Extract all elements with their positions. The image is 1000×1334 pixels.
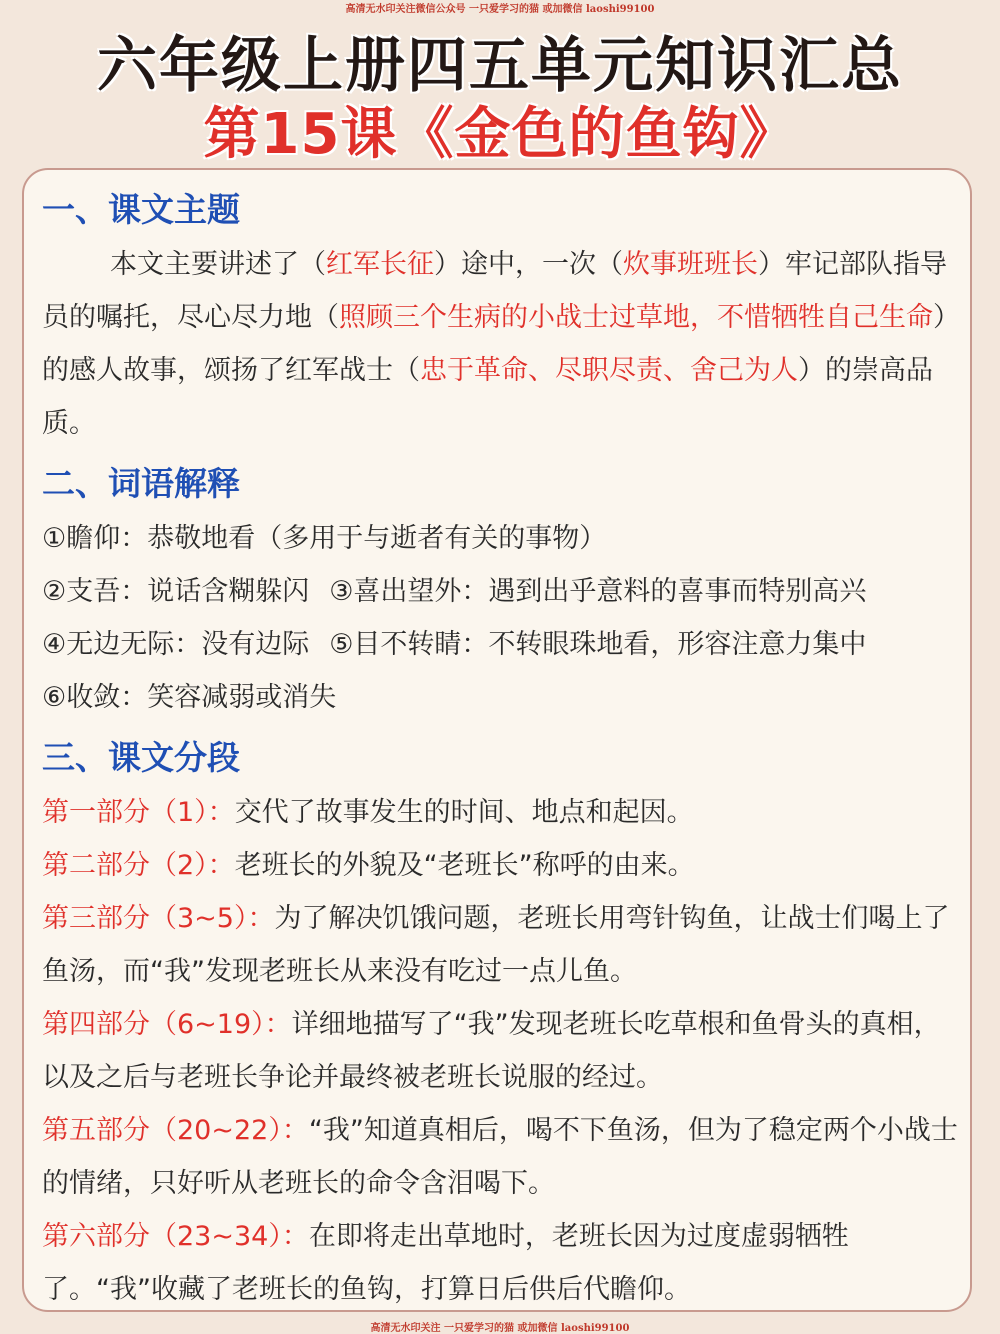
part-label: 第二部分（2）：: [42, 850, 235, 881]
theme-text-5: ）的崇高品质。: [42, 355, 933, 439]
part-label: 第一部分（1）：: [42, 797, 235, 828]
part-text: 详细地描写了“我”发现老班长吃草根和鱼骨头的真相，以及之后与老班长争论并最终被老班长说服的经过。: [42, 1009, 941, 1093]
vocab-line: [42, 618, 962, 671]
part-item: [42, 998, 962, 1104]
theme-highlight-1: 红军长征: [326, 249, 434, 280]
section-heading-vocab: 二、词语解释: [42, 464, 240, 503]
vocab-line: ⑥收敛：笑容减弱或消失: [42, 682, 337, 713]
theme-text-4: ）的感人故事，颂扬了红军战士（: [42, 302, 960, 386]
part-item: [42, 786, 962, 839]
theme-highlight-4: 忠于革命、尽职尽责、舍己为人: [420, 355, 798, 386]
content-body: [42, 182, 962, 1316]
vocab-item: ③喜出望外：遇到出乎意料的喜事而特别高兴: [329, 576, 867, 607]
part-item: [42, 839, 962, 892]
part-item: [42, 1104, 962, 1210]
vocab-item: ②支吾：说话含糊躲闪: [42, 576, 310, 607]
watermark-bottom: 高清无水印关注 一只爱学习的猫 或加微信 laoshi99100: [370, 1323, 630, 1334]
theme-highlight-2: 炊事班班长: [623, 249, 758, 280]
part-item: [42, 1210, 962, 1316]
part-item: [42, 892, 962, 998]
theme-text-1: 本文主要讲述了（: [110, 249, 326, 280]
page-title: 六年级上册四五单元知识汇总: [97, 31, 903, 101]
part-text: 交代了故事发生的时间、地点和起因。: [234, 797, 694, 828]
page-subtitle: 第15课《金色的鱼钩》: [203, 102, 797, 167]
part-text: 老班长的外貌及“老班长”称呼的由来。: [234, 850, 695, 881]
section-heading-theme: 一、课文主题: [42, 190, 240, 229]
part-text: 在即将走出草地时，老班长因为过度虚弱牺牲了。“我”收藏了老班长的鱼钩，打算日后供后代瞻仰。: [42, 1221, 849, 1305]
vocab-line: [42, 565, 962, 618]
theme-highlight-3: 照顾三个生病的小战士过草地，不惜牺牲自己生命: [339, 302, 933, 333]
watermark-top: 高清无水印关注微信公众号 一只爱学习的猫 或加微信 laoshi99100: [345, 4, 655, 15]
part-text: “我”知道真相后，喝不下鱼汤，但为了稳定两个小战士的情绪，只好听从老班长的命令含泪喝下。: [42, 1115, 958, 1199]
theme-paragraph: [42, 238, 962, 450]
part-label: 第四部分（6~19）：: [42, 1009, 292, 1040]
content-card: [22, 168, 972, 1312]
vocab-line: ①瞻仰：恭敬地看（多用于与逝者有关的事物）: [42, 523, 607, 554]
theme-text-2: ）途中，一次（: [434, 249, 623, 280]
section-heading-parts: 三、课文分段: [42, 738, 240, 777]
part-label: 第六部分（23~34）：: [42, 1221, 309, 1252]
part-label: 第五部分（20~22）：: [42, 1115, 309, 1146]
vocab-item: ④无边无际：没有边际: [42, 629, 310, 660]
part-label: 第三部分（3~5）：: [42, 903, 275, 934]
vocab-item: ⑤目不转睛：不转眼珠地看，形容注意力集中: [329, 629, 867, 660]
theme-text-3: ）牢记部队指导员的嘱托，尽心尽力地（: [42, 249, 947, 333]
part-text: 为了解决饥饿问题，老班长用弯针钩鱼，让战士们喝上了鱼汤，而“我”发现老班长从来没有吃过一点儿鱼。: [42, 903, 950, 987]
